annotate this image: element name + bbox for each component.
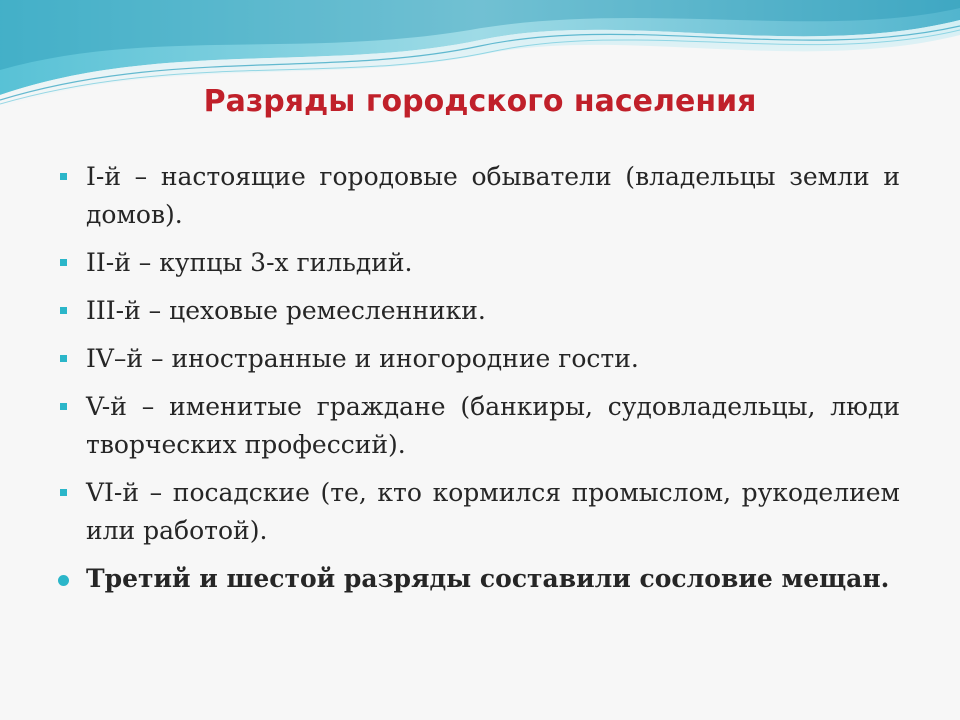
square-bullet-icon bbox=[60, 173, 67, 180]
list-item bbox=[58, 474, 900, 550]
list-item-text: V-й – именитые граждане (банкиры, судовладельцы, люди творческих профессий). bbox=[86, 392, 900, 459]
slide-title: Разряды городского населения bbox=[203, 84, 757, 119]
list-item bbox=[58, 340, 900, 378]
list-item bbox=[58, 388, 900, 464]
list-item-text: I-й – настоящие городовые обыватели (владельцы земли и домов). bbox=[86, 162, 900, 229]
square-bullet-icon bbox=[60, 489, 67, 496]
list-item-text: III-й – цеховые ремесленники. bbox=[86, 296, 486, 325]
list-item-text: VI-й – посадские (те, кто кормился промыслом, рукоделием или работой). bbox=[86, 478, 900, 545]
bullet-list bbox=[58, 158, 900, 608]
list-item bbox=[58, 292, 900, 330]
list-item-text: II-й – купцы 3-х гильдий. bbox=[86, 248, 413, 277]
list-item-text: IV–й – иностранные и иногородние гости. bbox=[86, 344, 639, 373]
list-item bbox=[58, 158, 900, 234]
square-bullet-icon bbox=[60, 403, 67, 410]
conclusion-text: Третий и шестой разряды составили сословие мещан. bbox=[86, 564, 890, 593]
square-bullet-icon bbox=[60, 307, 67, 314]
square-bullet-icon bbox=[60, 259, 67, 266]
conclusion-item bbox=[58, 560, 900, 598]
dot-bullet-icon bbox=[58, 575, 69, 586]
square-bullet-icon bbox=[60, 355, 67, 362]
list-item bbox=[58, 244, 900, 282]
